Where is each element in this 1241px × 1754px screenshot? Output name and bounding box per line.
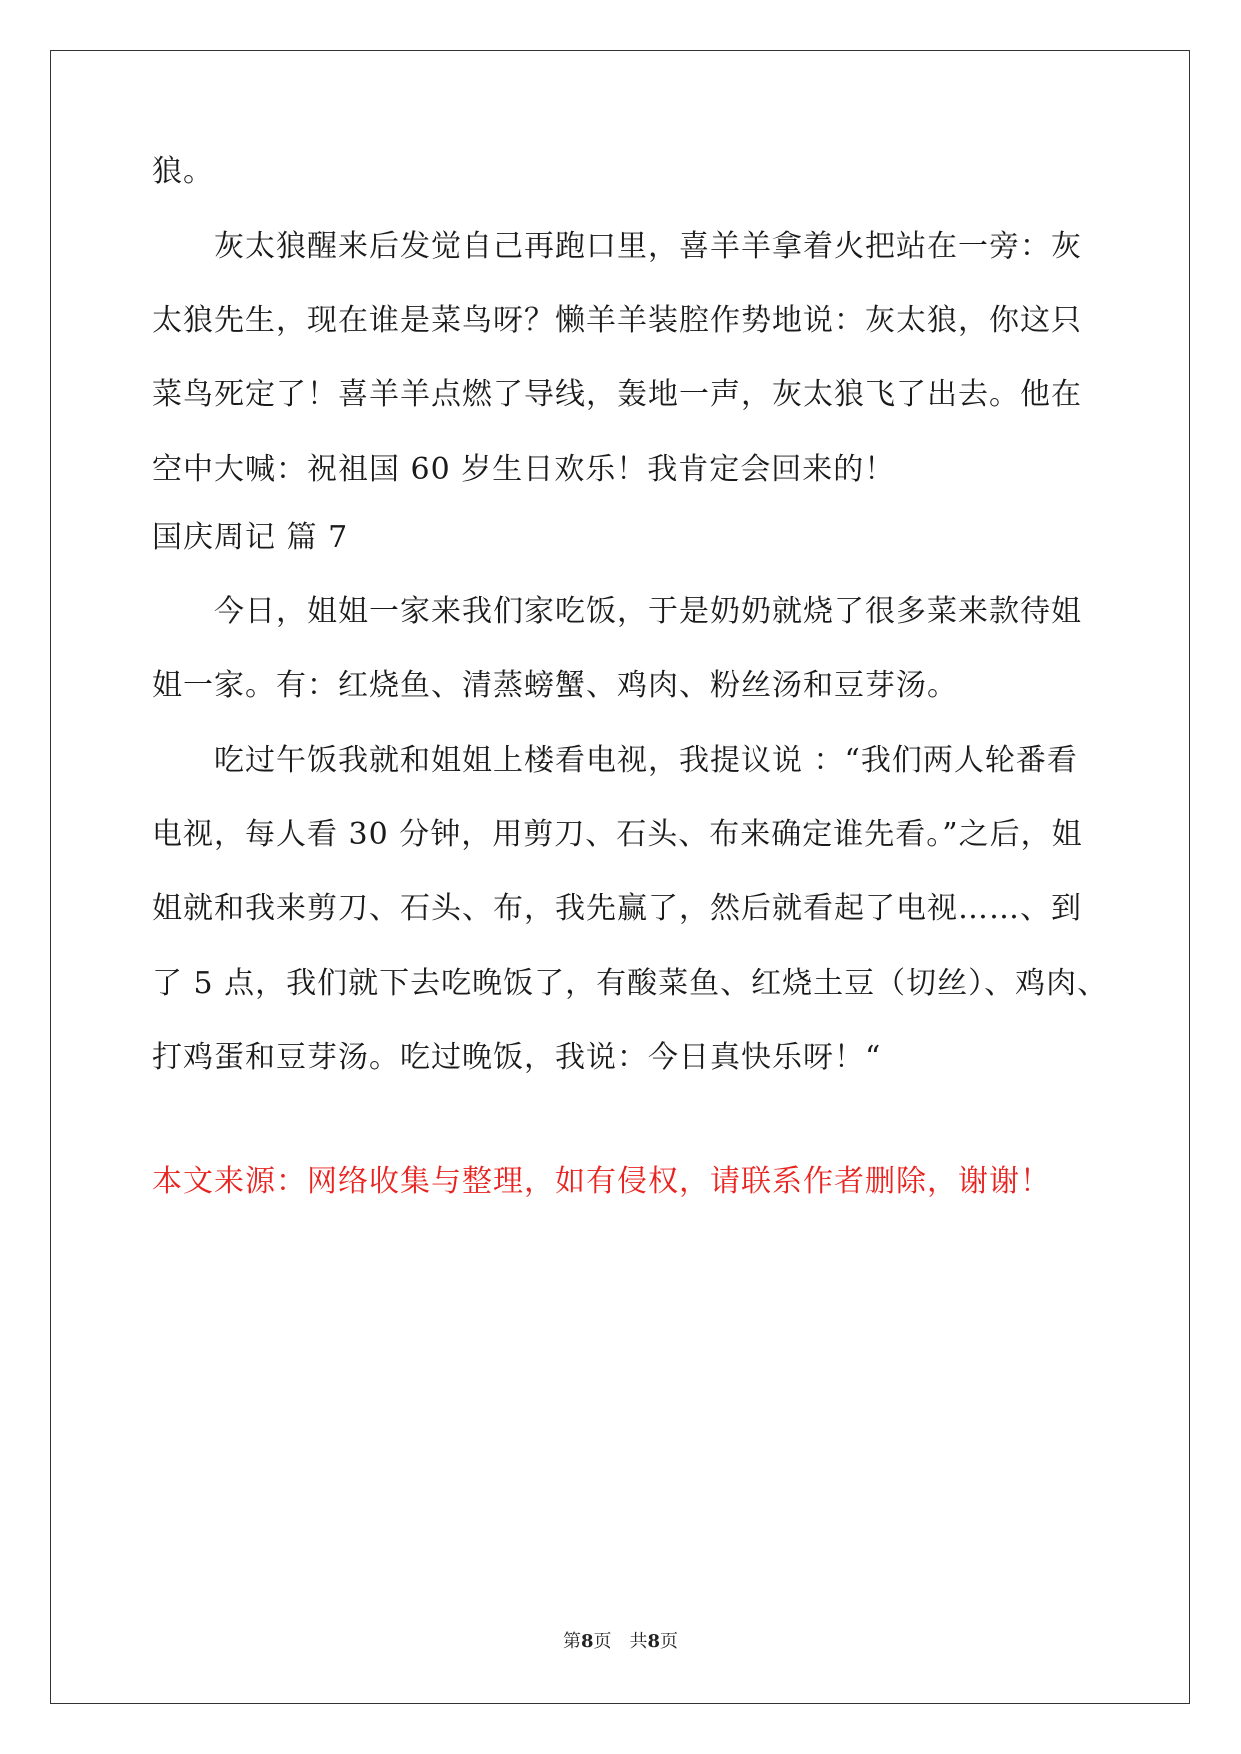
footer-mid: 页 共 bbox=[593, 1631, 648, 1652]
page-number-footer bbox=[0, 1630, 1241, 1654]
paragraph-line: 打鸡蛋和豆芽汤。吃过晚饭，我说：今日真快乐呀！“ bbox=[152, 1040, 882, 1075]
total-page-number: 8 bbox=[647, 1631, 661, 1652]
page-border bbox=[50, 50, 1190, 1704]
paragraph-line: 狼。 bbox=[152, 154, 214, 189]
paragraph-line: 今日，姐姐一家来我们家吃饭，于是奶奶就烧了很多菜来款待姐 bbox=[214, 594, 1082, 629]
paragraph-line: 菜鸟死定了！喜羊羊点燃了导线，轰地一声，灰太狼飞了出去。他在 bbox=[152, 377, 1082, 412]
source-note: 本文来源：网络收集与整理，如有侵权，请联系作者删除，谢谢！ bbox=[152, 1164, 1051, 1199]
paragraph-line: 了 5 点，我们就下去吃晚饭了，有酸菜鱼、红烧土豆（切丝）、鸡肉、 bbox=[152, 966, 1109, 1001]
current-page-number: 8 bbox=[580, 1631, 594, 1652]
paragraph-line: 空中大喊：祝祖国 60 岁生日欢乐！我肯定会回来的！ bbox=[152, 452, 896, 487]
paragraph-line: 吃过午饭我就和姐姐上楼看电视，我提议说 ：“我们两人轮番看 bbox=[214, 743, 1078, 778]
footer-prefix: 第 bbox=[562, 1631, 581, 1652]
paragraph-line: 电视，每人看 30 分钟，用剪刀、石头、布来确定谁先看。”之后，姐 bbox=[152, 817, 1083, 852]
section-heading: 国庆周记 篇 7 bbox=[152, 520, 349, 555]
paragraph-line: 姐就和我来剪刀、石头、布，我先赢了，然后就看起了电视……、到 bbox=[152, 891, 1082, 926]
paragraph-line: 灰太狼醒来后发觉自己再跑口里，喜羊羊拿着火把站在一旁：灰 bbox=[214, 229, 1082, 264]
footer-suffix: 页 bbox=[660, 1631, 679, 1652]
paragraph-line: 太狼先生，现在谁是菜鸟呀？懒羊羊装腔作势地说：灰太狼，你这只 bbox=[152, 303, 1082, 338]
paragraph-line: 姐一家。有：红烧鱼、清蒸螃蟹、鸡肉、粉丝汤和豆芽汤。 bbox=[152, 668, 958, 703]
